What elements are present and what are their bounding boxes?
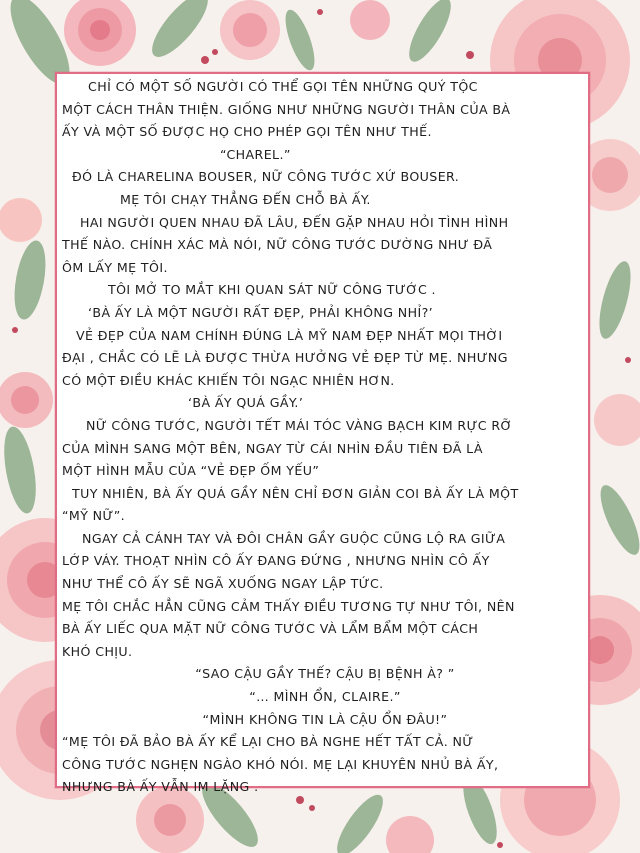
text-line: CHỈ CÓ MỘT SỐ NGƯỜI CÓ THỂ GỌI TÊN NHỮNG QUÝ TỘC	[88, 79, 478, 94]
text-line: THẾ NÀO. CHÍNH XÁC MÀ NÓI, NỮ CÔNG TƯỚC DƯỜNG NHƯ ĐÃ	[62, 237, 493, 253]
text-line: TÔI MỞ TO MẮT KHI QUAN SÁT NỮ CÔNG TƯỚC .	[108, 282, 436, 298]
text-line: MẸ TÔI CHẠY THẲNG ĐẾN CHỖ BÀ ẤY.	[120, 191, 371, 207]
document-body	[62, 76, 588, 799]
text-line: NHƯ THỂ CÔ ẤY SẼ NGÃ XUỐNG NGAY LẬP TỨC.	[62, 576, 384, 592]
text-line: ÔM LẤY MẸ TÔI.	[62, 259, 168, 275]
text-line: MỘT HÌNH MẪU CỦA “VẺ ĐẸP ỐM YẾU”	[62, 463, 320, 479]
dialogue-line: “SAO CẬU GẦY THẾ? CẬU BỊ BỆNH À? ”	[195, 666, 455, 682]
text-line: VẺ ĐẸP CỦA NAM CHÍNH ĐÚNG LÀ MỸ NAM ĐẸP NHẤT MỌI THỜI	[76, 327, 503, 343]
text-line: ẤY VÀ MỘT SỐ ĐƯỢC HỌ CHO PHÉP GỌI TÊN NHƯ THẾ.	[62, 124, 432, 140]
text-line: ĐẠI , CHẮC CÓ LẼ LÀ ĐƯỢC THỪA HƯỞNG VẺ ĐẸP TỪ MẸ. NHƯNG	[62, 350, 508, 366]
text-line: CÓ MỘT ĐIỀU KHÁC KHIẾN TÔI NGẠC NHIÊN HƠN.	[62, 372, 395, 388]
text-line: KHÓ CHỊU.	[62, 643, 133, 659]
text-line: ĐÓ LÀ CHARELINA BOUSER, NỮ CÔNG TƯỚC XỨ BOUSER.	[72, 169, 460, 185]
text-line: MẸ TÔI CHẮC HẲN CŨNG CẢM THẤY ĐIỀU TƯƠNG TỰ NHƯ TÔI, NÊN	[62, 598, 515, 614]
text-line: CỦA MÌNH SANG MỘT BÊN, NGAY TỪ CÁI NHÌN ĐẦU TIÊN ĐÃ LÀ	[62, 440, 483, 456]
dialogue-line: “… MÌNH ỔN, CLAIRE.”	[249, 689, 401, 705]
text-line: LỚP VÁY. THOẠT NHÌN CÔ ẤY ĐANG ĐỨNG , NHƯNG NHÌN CÔ ẤY	[62, 553, 490, 569]
dialogue-line: “MÌNH KHÔNG TIN LÀ CẬU ỔN ĐÂU!”	[202, 711, 448, 727]
text-line: HAI NGƯỜI QUEN NHAU ĐÃ LÂU, ĐẾN GẶP NHAU HỎI TÌNH HÌNH	[80, 214, 509, 230]
text-line: CÔNG TƯỚC NGHẸN NGÀO KHÓ NÓI. MẸ LẠI KHUYÊN NHỦ BÀ ẤY,	[62, 756, 499, 772]
text-line: NHƯNG BÀ ẤY VẪN IM LẶNG .	[62, 779, 259, 795]
text-line: “MỸ NỮ”.	[62, 508, 126, 524]
text-line: BÀ ẤY LIẾC QUA MẶT NỮ CÔNG TƯỚC VÀ LẨM BẨM MỘT CÁCH	[62, 621, 479, 637]
text-line: “MẸ TÔI ĐÃ BẢO BÀ ẤY KỂ LẠI CHO BÀ NGHE HẾT TẤT CẢ. NỮ	[62, 734, 474, 750]
text-line: MỘT CÁCH THÂN THIỆN. GIỐNG NHƯ NHỮNG NGƯỜI THÂN CỦA BÀ	[62, 101, 511, 117]
text-line: “CHAREL.”	[220, 146, 291, 162]
text-line: ‘BÀ ẤY LÀ MỘT NGƯỜI RẤT ĐẸP, PHẢI KHÔNG NHỈ?’	[88, 304, 434, 320]
text-line: NỮ CÔNG TƯỚC, NGƯỜI TẾT MÁI TÓC VÀNG BẠCH KIM RỰC RỠ	[86, 417, 513, 433]
text-line: NGAY CẢ CÁNH TAY VÀ ĐÔI CHÂN GẦY GUỘC CŨNG LỘ RA GIỮA	[82, 530, 506, 546]
text-line: TUY NHIÊN, BÀ ẤY QUÁ GẦY NÊN CHỈ ĐƠN GIẢN COI BÀ ẤY LÀ MỘT	[72, 485, 519, 501]
text-line: ‘BÀ ẤY QUÁ GẦY.’	[188, 395, 304, 411]
